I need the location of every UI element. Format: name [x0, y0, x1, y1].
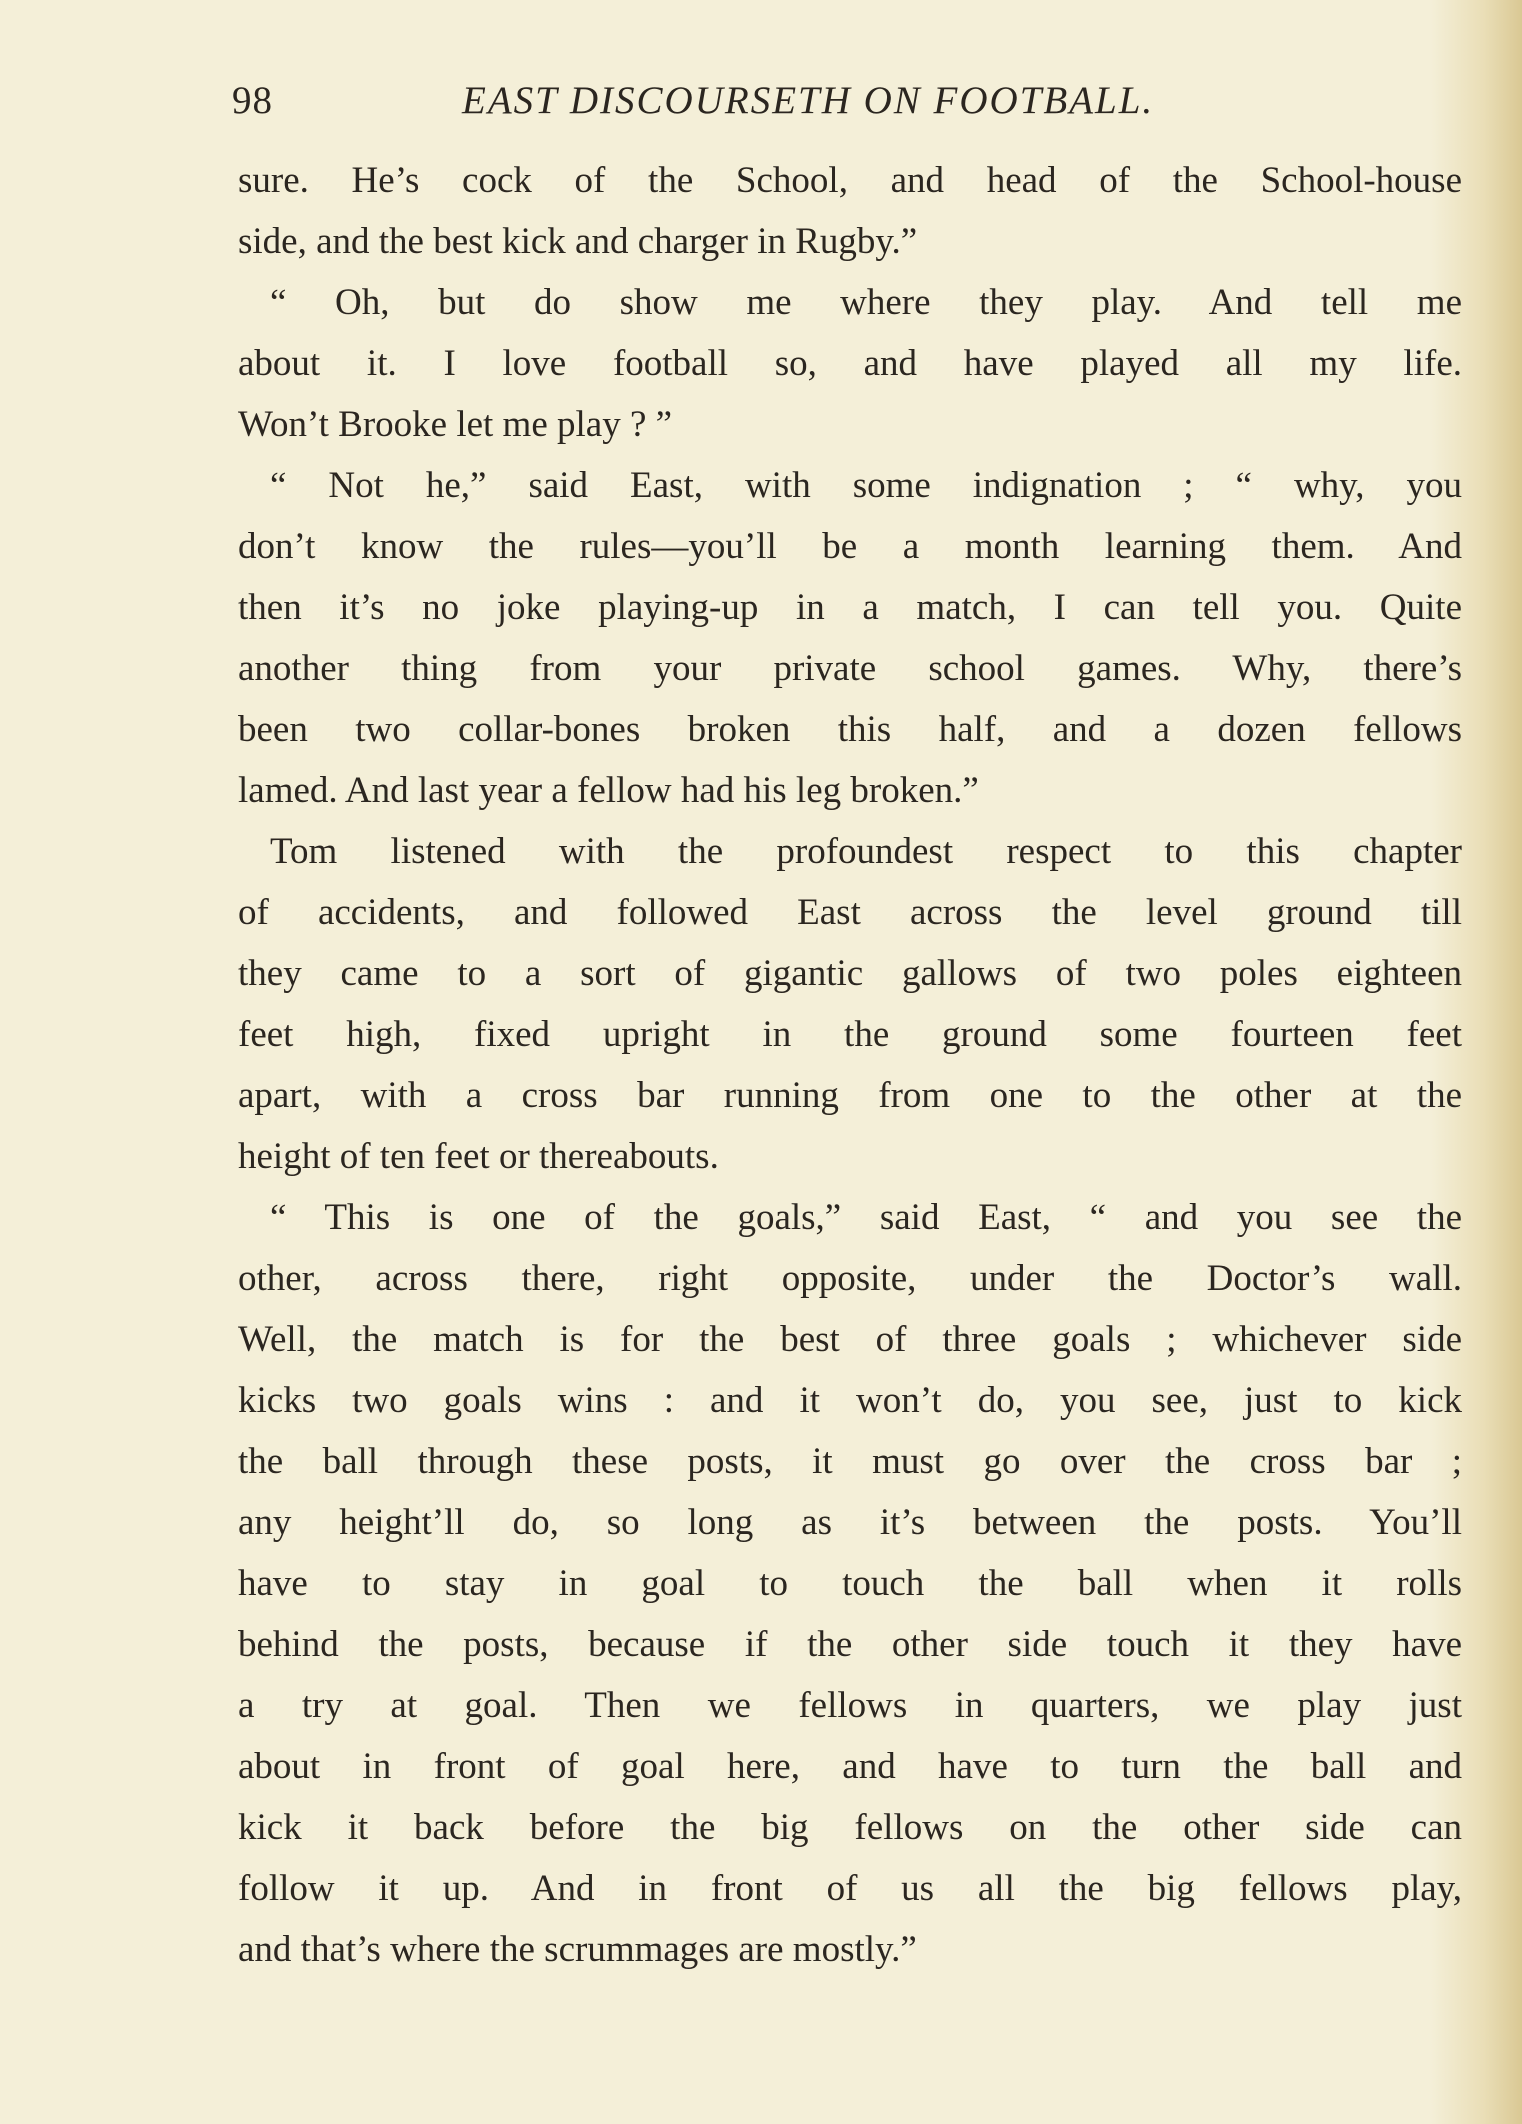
- text-line: Tom listened with the profoundest respect to this chapter: [270, 831, 1462, 872]
- text-line: have to stay in goal to touch the ball when it rolls: [238, 1563, 1462, 1604]
- page-number: 98: [232, 79, 273, 122]
- text-line: “ Not he,” said East, with some indignation ; “ why, you: [270, 465, 1462, 506]
- text-line: behind the posts, because if the other side touch it they have: [238, 1624, 1462, 1665]
- text-line: lamed. And last year a fellow had his leg broken.”: [238, 770, 979, 811]
- text-line: other, across there, right opposite, under the Doctor’s wall.: [238, 1258, 1462, 1299]
- text-line: then it’s no joke playing-up in a match, I can tell you. Quite: [238, 587, 1462, 628]
- text-line: and that’s where the scrummages are mostly.”: [238, 1929, 917, 1970]
- text-line: any height’ll do, so long as it’s between the posts. You’ll: [238, 1502, 1462, 1543]
- text-line: of accidents, and followed East across the level ground till: [238, 892, 1462, 933]
- text-line: Well, the match is for the best of three goals ; whichever side: [238, 1319, 1462, 1360]
- text-line: about in front of goal here, and have to turn the ball and: [238, 1746, 1462, 1787]
- text-line: kick it back before the big fellows on the other side can: [238, 1807, 1462, 1848]
- page-header: [232, 78, 1464, 138]
- text-line: about it. I love football so, and have played all my life.: [238, 343, 1462, 384]
- text-line: sure. He’s cock of the School, and head of the School-house: [238, 160, 1462, 201]
- text-line: another thing from your private school games. Why, there’s: [238, 648, 1462, 689]
- body-text: [238, 150, 1462, 1980]
- text-line: height of ten feet or thereabouts.: [238, 1136, 719, 1177]
- running-head: EAST DISCOURSETH ON FOOTBALL.: [462, 79, 1155, 122]
- text-line: “ This is one of the goals,” said East, “ and you see the: [270, 1197, 1462, 1238]
- text-line: follow it up. And in front of us all the big fellows play,: [238, 1868, 1462, 1909]
- text-line: apart, with a cross bar running from one to the other at the: [238, 1075, 1462, 1116]
- text-line: kicks two goals wins : and it won’t do, you see, just to kick: [238, 1380, 1462, 1421]
- text-line: feet high, fixed upright in the ground some fourteen feet: [238, 1014, 1462, 1055]
- text-line: they came to a sort of gigantic gallows of two poles eighteen: [238, 953, 1462, 994]
- text-line: the ball through these posts, it must go over the cross bar ;: [238, 1441, 1462, 1482]
- text-line: don’t know the rules—you’ll be a month learning them. And: [238, 526, 1462, 567]
- text-line: a try at goal. Then we fellows in quarters, we play just: [238, 1685, 1462, 1726]
- text-line: Won’t Brooke let me play ? ”: [238, 404, 673, 445]
- text-line: been two collar-bones broken this half, and a dozen fellows: [238, 709, 1462, 750]
- text-line: side, and the best kick and charger in Rugby.”: [238, 221, 918, 262]
- text-line: “ Oh, but do show me where they play. And tell me: [270, 282, 1462, 323]
